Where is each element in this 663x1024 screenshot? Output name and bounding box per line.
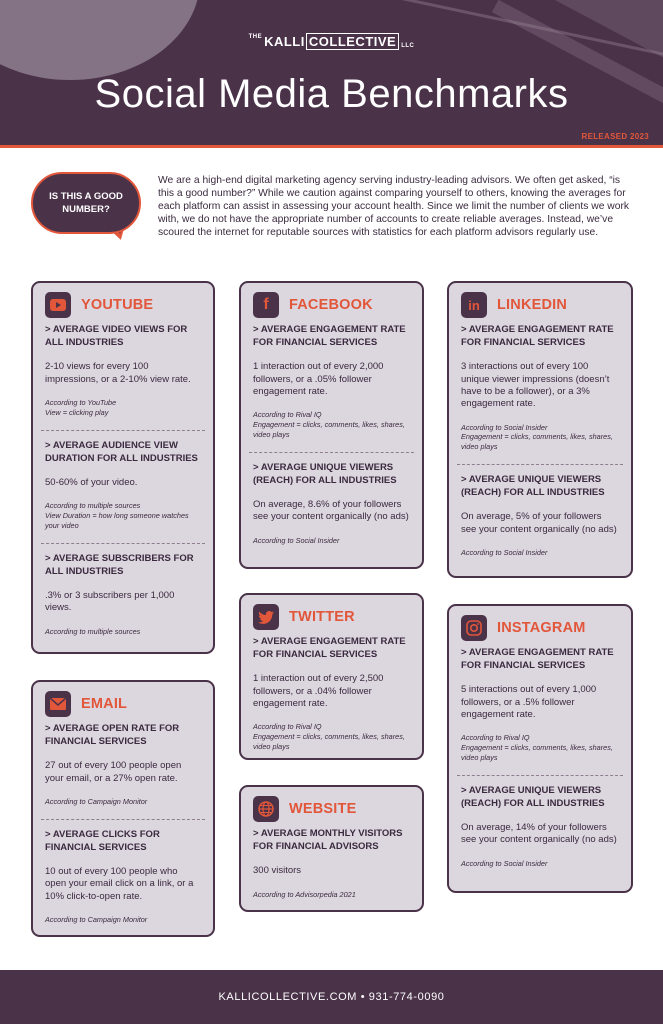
metric-value: On average, 8.6% of your followers see your content organically (no ads) — [253, 499, 409, 523]
footer-contact[interactable]: KALLICOLLECTIVE.COM • 931-774-0090 — [218, 991, 445, 1003]
metric-source: According to Social Insider — [461, 548, 548, 558]
metric-label: > AVERAGE UNIQUE VIEWERS (REACH) FOR ALL INDUSTRIES — [461, 784, 605, 809]
metric-value: 10 out of every 100 people who open your email click on a link, or a 10% click-to-open rate. — [45, 865, 194, 902]
metric-value: 27 out of every 100 people open your email, or a 27% open rate. — [45, 760, 182, 784]
metric-label: > AVERAGE UNIQUE VIEWERS (REACH) FOR ALL INDUSTRIES — [461, 474, 605, 499]
facebook-icon: f — [253, 292, 279, 318]
card-website — [239, 785, 424, 912]
linkedin-icon: in — [461, 292, 487, 318]
metric-source: According to Rival IQ Engagement = clicks, comments, likes, shares, video plays — [253, 722, 405, 751]
twitter-icon — [253, 604, 279, 630]
card-header — [45, 690, 201, 718]
globe-icon — [253, 796, 279, 822]
card-header — [253, 291, 410, 319]
metric-label: > AVERAGE AUDIENCE VIEW DURATION FOR ALL INDUSTRIES — [45, 439, 198, 464]
metric-value: On average, 5% of your followers see your content organically (no ads) — [461, 511, 617, 535]
metric-label: > AVERAGE CLICKS FOR FINANCIAL SERVICES — [45, 828, 160, 853]
intro-paragraph: We are a high-end digital marketing agency serving industry-leading advisors. We often get asked, “is this a good number?” While we caution against comparing yourself to others, knowing the averages for each platform can assist in assessing your account health. Since we limit the number of clients we work with, we do not have the appropriate number of accounts to create reliable averages. Instead, we’ve scoured the internet for reputable sources with statistics for each platform advisors regularly use. — [158, 175, 630, 239]
divider — [457, 775, 623, 776]
metric-value: 50-60% of your video. — [45, 476, 138, 488]
metric-source: According to Advisorpedia 2021 — [253, 889, 356, 899]
card-title: EMAIL — [81, 696, 128, 712]
metric-source: According to Campaign Monitor — [45, 915, 148, 924]
metric-source: According to Social Insider — [461, 858, 548, 868]
metric-value: 300 visitors — [253, 865, 302, 877]
card-header — [45, 291, 201, 319]
card-title: INSTAGRAM — [497, 620, 586, 636]
metric-label: > AVERAGE VIDEO VIEWS FOR ALL INDUSTRIES — [45, 324, 188, 349]
metric-label: > AVERAGE ENGAGEMENT RATE FOR FINANCIAL SERVICES — [461, 324, 614, 349]
divider — [457, 464, 623, 465]
brand-logo: $^{THE}$ KALLI COLLECTIVE LLC — [248, 34, 415, 49]
metric-value: 1 interaction out of every 2,500 followers, or a .04% follower engagement rate. — [253, 673, 384, 709]
card-email — [31, 680, 215, 937]
card-instagram — [447, 604, 633, 893]
released-badge: RELEASED 2023 — [581, 132, 649, 141]
card-title: LINKEDIN — [497, 297, 568, 313]
metric-value: 1 interaction out of every 2,000 followers, or a .05% follower engagement rate. — [253, 361, 384, 397]
card-header — [253, 795, 410, 823]
card-header — [253, 603, 410, 631]
card-twitter — [239, 593, 424, 760]
metric-value: 5 interactions out of every 1,000 followers, or a .5% follower engagement rate. — [461, 684, 597, 720]
card-title: FACEBOOK — [289, 297, 373, 313]
metric-label: > AVERAGE ENGAGEMENT RATE FOR FINANCIAL SERVICES — [461, 647, 614, 672]
metric-source: According to Rival IQ Engagement = clicks, comments, likes, shares, video plays — [253, 410, 405, 439]
metric-label: > AVERAGE MONTHLY VISITORS FOR FINANCIAL ADVISORS — [253, 828, 403, 853]
divider — [249, 452, 414, 453]
metric-source: According to Social Insider — [253, 535, 340, 545]
metric-source: According to Rival IQ Engagement = clicks, comments, likes, shares, video plays — [461, 733, 613, 762]
metric-source: According to YouTube View = clicking play — [45, 397, 117, 417]
divider — [41, 430, 205, 431]
page-title: Social Media Benchmarks — [94, 72, 569, 116]
card-header — [461, 291, 619, 319]
metric-label: > AVERAGE OPEN RATE FOR FINANCIAL SERVICES — [45, 723, 180, 748]
metric-source: According to Social Insider Engagement = clicks, comments, likes, shares, video plays — [461, 422, 613, 452]
metric-source: According to Campaign Monitor — [45, 796, 148, 806]
metric-source: According to multiple sources View Duration = how long someone watches your video — [45, 501, 189, 530]
card-facebook — [239, 281, 424, 569]
metric-label: > AVERAGE SUBSCRIBERS FOR ALL INDUSTRIES — [45, 552, 194, 577]
divider — [41, 819, 205, 820]
card-title: WEBSITE — [289, 801, 357, 817]
card-header — [461, 614, 619, 642]
divider — [0, 145, 663, 148]
metric-value: .3% or 3 subscribers per 1,000 views. — [45, 589, 175, 614]
footer — [0, 970, 663, 1024]
metric-label: > AVERAGE ENGAGEMENT RATE FOR FINANCIAL SERVICES — [253, 324, 406, 349]
card-title: YOUTUBE — [81, 297, 154, 313]
card-linkedin — [447, 281, 633, 578]
metric-label: > AVERAGE UNIQUE VIEWERS (REACH) FOR ALL INDUSTRIES — [253, 461, 397, 486]
speech-bubble: IS THIS A GOOD NUMBER? — [31, 172, 141, 234]
card-youtube — [31, 281, 215, 654]
card-title: TWITTER — [289, 609, 355, 625]
divider — [41, 543, 205, 544]
email-icon — [45, 691, 71, 717]
youtube-icon — [45, 292, 71, 318]
header-banner — [0, 0, 663, 148]
metric-value: 3 interactions out of every 100 unique viewer impressions (doesn’t have to be a follower), or a 3% engagement rate. — [461, 361, 610, 410]
metric-value: On average, 14% of your followers see your content organically (no ads) — [461, 822, 617, 846]
instagram-icon — [461, 615, 487, 641]
metric-value: 2-10 views for every 100 impressions, or a 2-10% view rate. — [45, 361, 191, 385]
metric-label: > AVERAGE ENGAGEMENT RATE FOR FINANCIAL SERVICES — [253, 636, 406, 661]
metric-source: According to multiple sources — [45, 626, 141, 636]
